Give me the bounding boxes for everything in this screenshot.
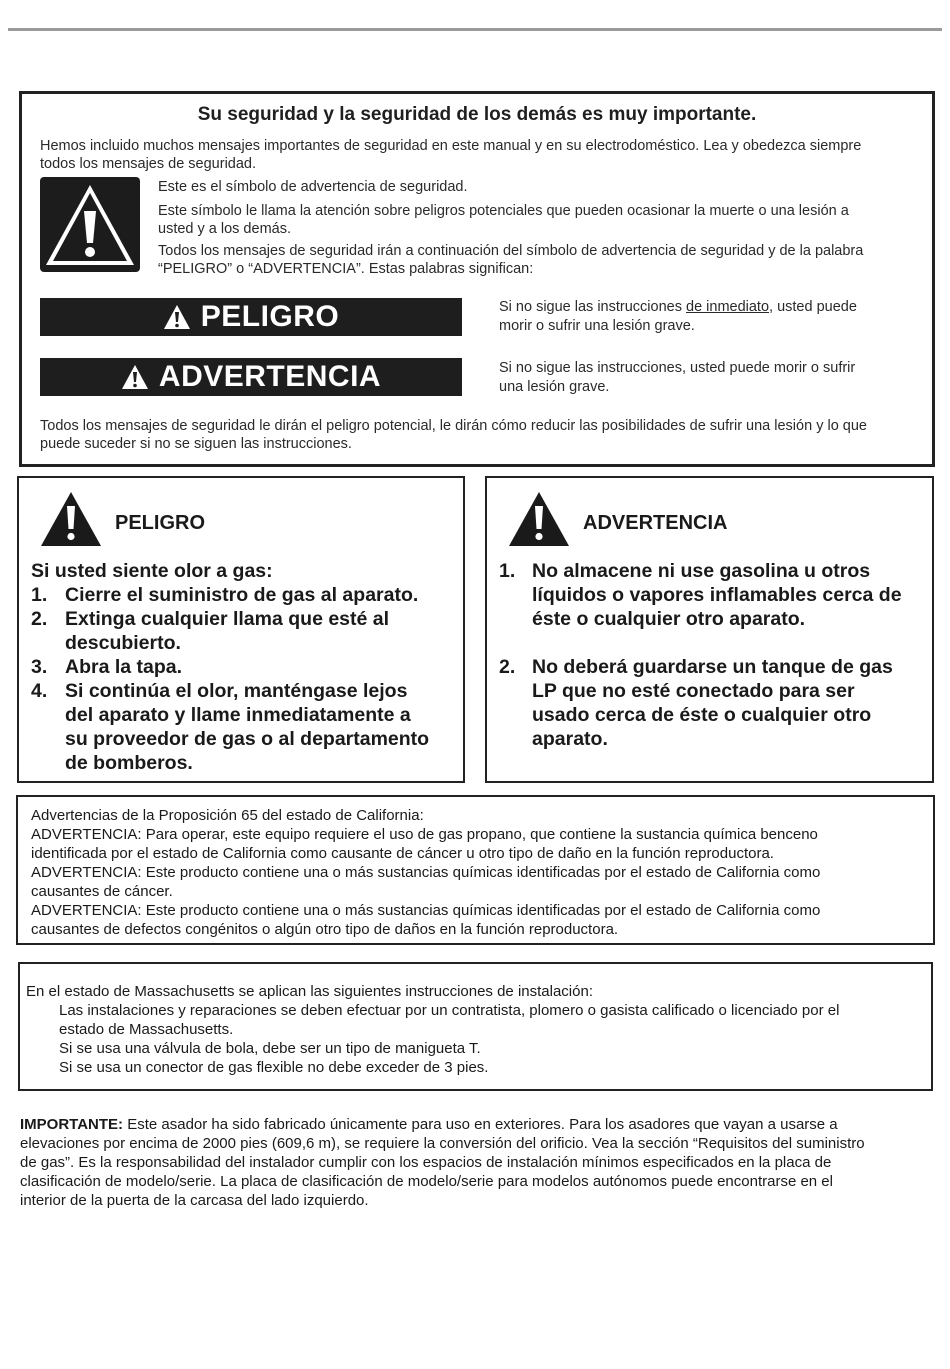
symbol-text-line-5: “PELIGRO” o “ADVERTENCIA”. Estas palabras significan: — [158, 261, 534, 277]
symbol-text-line-3: usted y a los demás. — [158, 221, 291, 237]
massachusetts-line: Si se usa un conector de gas flexible no debe exceder de 3 pies. — [59, 1059, 489, 1076]
important-line-5: interior de la puerta de la carcasa del lado izquierdo. — [20, 1192, 369, 1209]
peligro-lead: Si usted siente olor a gas: — [31, 560, 273, 582]
symbol-text-line-1: Este es el símbolo de advertencia de seguridad. — [158, 179, 468, 195]
peligro-warning-box — [17, 476, 465, 783]
advertencia-warning-box — [485, 476, 934, 783]
important-line-2: elevaciones por encima de 2000 pies (609,6 m), se requiere la conversión del orificio. Vea la sección “Requisitos del suministro — [20, 1135, 865, 1152]
prop65-line: causantes de defectos congénitos o algún otro tipo de daños en la función reproductora. — [31, 921, 619, 938]
important-line-1 — [20, 1115, 838, 1134]
list-item: Si continúa el olor, manténgase lejos — [65, 680, 408, 702]
prop65-line: Advertencias de la Proposición 65 del estado de California: — [31, 807, 424, 824]
list-item-continued: de bomberos. — [65, 752, 193, 774]
warning-triangle-icon — [121, 364, 149, 390]
advertencia-desc-line-2: una lesión grave. — [499, 378, 610, 395]
list-item-continued: LP que no esté conectado para ser — [532, 680, 855, 702]
list-item-continued: su proveedor de gas o al departamento — [65, 728, 430, 750]
list-item: No almacene ni use gasolina u otros — [532, 560, 871, 582]
prop65-box — [16, 795, 935, 945]
safety-footer-line-2: puede suceder si no se siguen las instrucciones. — [40, 436, 352, 452]
safety-info-box — [19, 91, 935, 467]
massachusetts-line: estado de Massachusetts. — [59, 1021, 234, 1038]
list-item-continued: descubierto. — [65, 632, 181, 654]
peligro-banner-label: PELIGRO — [200, 300, 340, 333]
massachusetts-line: Si se usa una válvula de bola, debe ser un tipo de manigueta T. — [59, 1040, 481, 1057]
list-item-continued: líquidos o vapores inflamables cerca de — [532, 584, 902, 606]
list-item-number: 2. — [499, 656, 516, 678]
peligro-desc-line-2: morir o sufrir una lesión grave. — [499, 317, 695, 334]
list-item-number: 1. — [499, 560, 516, 582]
massachusetts-intro: En el estado de Massachusetts se aplican las siguientes instrucciones de instalación: — [26, 983, 593, 1000]
prop65-line: identificada por el estado de California como causante de cáncer u otro tipo de daño en la función reproductora. — [31, 845, 774, 862]
peligro-banner — [40, 298, 462, 336]
list-item: No deberá guardarse un tanque de gas — [532, 656, 893, 678]
peligro-desc-part-2: , usted puede — [769, 299, 857, 315]
safety-intro-line-1: Hemos incluido muchos mensajes importantes de seguridad en este manual y en su electrodoméstico. Lea y obedezca siempre — [40, 138, 862, 154]
safety-title: Su seguridad y la seguridad de los demás es muy importante. — [197, 104, 757, 125]
list-item-number: 1. — [31, 584, 48, 606]
peligro-desc-part-1: Si no sigue las instrucciones — [499, 299, 686, 315]
list-item-continued: del aparato y llame inmediatamente a — [65, 704, 411, 726]
list-item-continued: aparato. — [532, 728, 608, 750]
safety-alert-symbol — [40, 177, 140, 272]
list-item-number: 4. — [31, 680, 48, 702]
advertencia-box-header: ADVERTENCIA — [583, 512, 728, 534]
list-item-continued: éste o cualquier otro aparato. — [532, 608, 806, 630]
prop65-line: ADVERTENCIA: Este producto contiene una o más sustancias químicas identificadas por el estado de California como — [31, 902, 821, 919]
peligro-box-header: PELIGRO — [115, 512, 206, 534]
list-item: Cierre el suministro de gas al aparato. — [65, 584, 419, 606]
warning-triangle-icon — [40, 177, 140, 272]
advertencia-banner — [40, 358, 462, 396]
list-item: Extinga cualquier llama que esté al — [65, 608, 390, 630]
safety-footer-line-1: Todos los mensajes de seguridad le dirán el peligro potencial, le dirán cómo reducir las posibilidades de sufrir una lesión y lo que — [40, 418, 867, 434]
advertencia-desc-line-1: Si no sigue las instrucciones, usted puede morir o sufrir — [499, 360, 856, 376]
list-item-continued: usado cerca de éste o cualquier otro — [532, 704, 872, 726]
important-label: IMPORTANTE: — [20, 1116, 124, 1133]
symbol-text-line-2: Este símbolo le llama la atención sobre peligros potenciales que pueden ocasionar la muerte o una lesión a — [158, 203, 849, 219]
advertencia-description — [499, 359, 919, 396]
peligro-description — [499, 298, 919, 335]
important-text: Este asador ha sido fabricado únicamente para uso en exteriores. Para los asadores que vayan a usarse a — [123, 1116, 838, 1133]
safety-intro-line-2: todos los mensajes de seguridad. — [40, 156, 257, 172]
prop65-line: ADVERTENCIA: Este producto contiene una o más sustancias químicas identificadas por el estado de California como — [31, 864, 821, 881]
top-divider — [8, 28, 942, 31]
symbol-text-line-4: Todos los mensajes de seguridad irán a continuación del símbolo de advertencia de seguridad y de la palabra — [158, 243, 864, 259]
list-item-number: 2. — [31, 608, 48, 630]
massachusetts-line: Las instalaciones y reparaciones se deben efectuar por un contratista, plomero o gasista calificado o licenciado por el — [59, 1002, 840, 1019]
advertencia-banner-label: ADVERTENCIA — [158, 360, 382, 393]
massachusetts-box — [18, 962, 933, 1091]
prop65-line: causantes de cáncer. — [31, 883, 173, 900]
important-line-3: de gas”. Es la responsabilidad del instalador cumplir con los espacios de instalación mínimos especificados en la placa de — [20, 1154, 832, 1171]
important-line-4: clasificación de modelo/serie. La placa de clasificación de modelo/serie para modelos autónomos puede encontrarse en el — [20, 1173, 833, 1190]
prop65-line: ADVERTENCIA: Para operar, este equipo requiere el uso de gas propano, que contiene la sustancia química benceno — [31, 826, 818, 843]
warning-triangle-icon — [39, 490, 103, 548]
list-item: Abra la tapa. — [65, 656, 183, 678]
warning-triangle-icon — [507, 490, 571, 548]
list-item-number: 3. — [31, 656, 48, 678]
peligro-desc-underlined: de inmediato — [686, 299, 770, 315]
warning-triangle-icon — [163, 304, 191, 330]
